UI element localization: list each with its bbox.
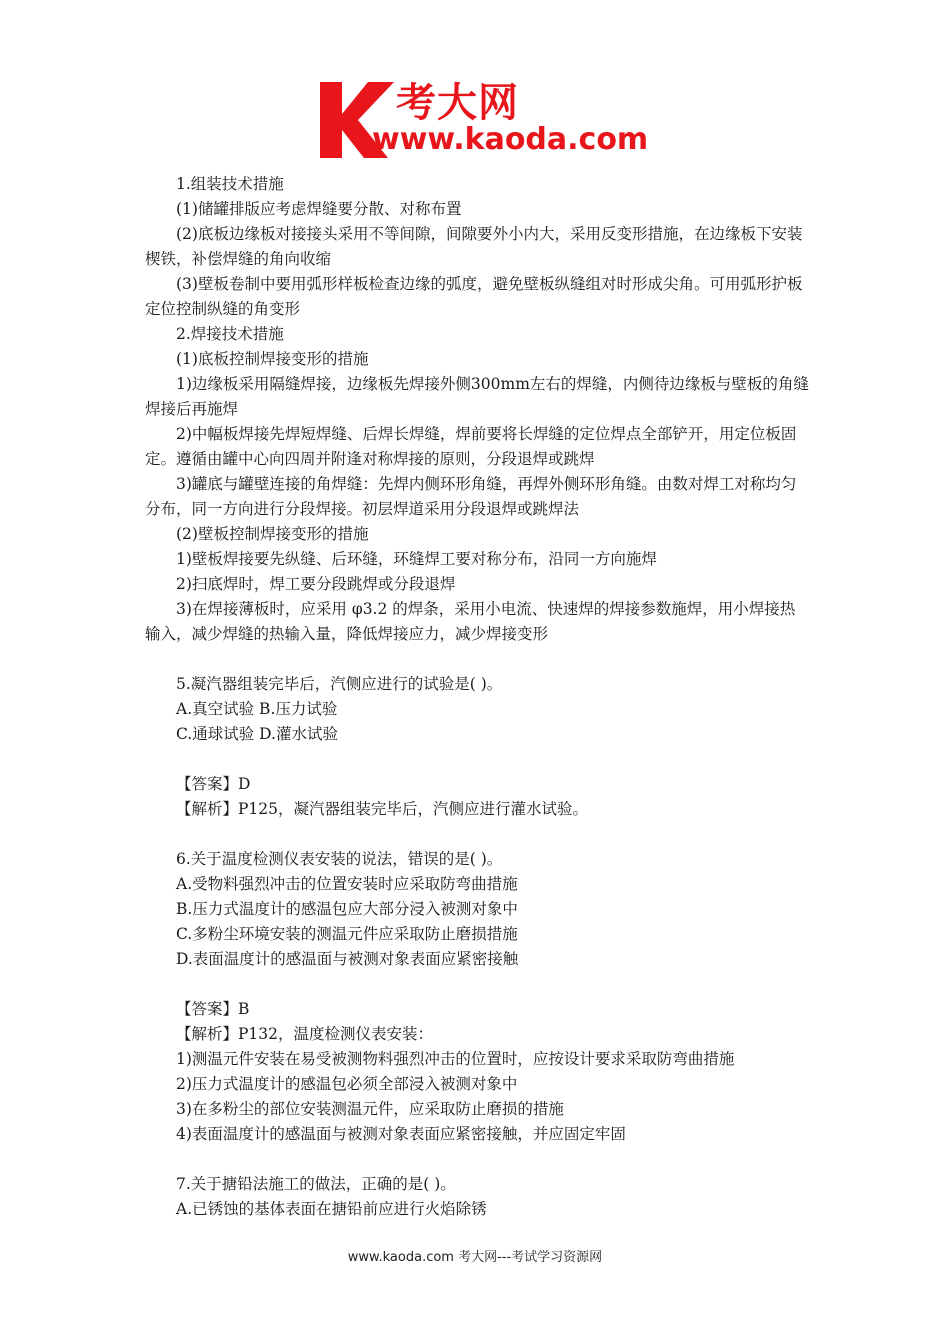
text-line: (2)壁板控制焊接变形的措施 <box>176 525 369 543</box>
text-line: 【答案】D <box>176 775 251 793</box>
text-line: B.压力式温度计的感温包应大部分浸入被测对象中 <box>176 900 518 918</box>
text-line: 【答案】B <box>176 1000 250 1018</box>
text-line: 2)压力式温度计的感温包必须全部浸入被测对象中 <box>176 1075 518 1093</box>
page-footer: www.kaoda.com 考大网---考试学习资源网 <box>347 1250 603 1265</box>
text-line: 【解析】P125，凝汽器组装完毕后，汽侧应进行灌水试验。 <box>176 800 589 818</box>
text-line: 3)在焊接薄板时，应采用 φ3.2 的焊条，采用小电流、快速焊的焊接参数施焊，用小焊接热输入，减少焊缝的热输入量，降低焊接应力，减少焊接变形 <box>145 600 796 643</box>
text-line: C.通球试验 D.灌水试验 <box>176 725 338 743</box>
text-line: 5.凝汽器组装完毕后，汽侧应进行的试验是( )。 <box>176 675 503 693</box>
text-line: 1)壁板焊接要先纵缝、后环缝，环缝焊工要对称分布，沿同一方向施焊 <box>176 550 657 568</box>
logo-url: www.kaoda.com <box>372 122 649 157</box>
paragraph-gap <box>145 747 810 772</box>
text-line: 6.关于温度检测仪表安装的说法，错误的是( )。 <box>176 850 503 868</box>
text-line: 2)中幅板焊接先焊短焊缝、后焊长焊缝，焊前要将长焊缝的定位焊点全部铲开，用定位板固定。遵循由罐中心向四周并附逢对称焊接的原则，分段退焊或跳焊 <box>145 425 797 468</box>
text-line: (3)壁板卷制中要用弧形样板检查边缘的弧度，避免壁板纵缝组对时形成尖角。可用弧形护板定位控制纵缝的角变形 <box>145 275 803 318</box>
text-line: A.已锈蚀的基体表面在搪铅前应进行火焰除锈 <box>176 1200 487 1218</box>
text-line: A.受物料强烈冲击的位置安装时应采取防弯曲措施 <box>176 875 518 893</box>
paragraph-gap <box>145 822 810 847</box>
text-line: (1)储罐排版应考虑焊缝要分散、对称布置 <box>176 200 462 218</box>
text-line: 1)边缘板采用隔缝焊接，边缘板先焊接外侧300mm左右的焊缝，内侧待边缘板与壁板的角缝焊接后再施焊 <box>145 375 809 418</box>
text-line: 【解析】P132，温度检测仪表安装： <box>176 1025 434 1043</box>
logo-name: 考大网 <box>396 80 519 126</box>
paragraph-gap <box>145 972 810 997</box>
text-line: 3)罐底与罐壁连接的角焊缝：先焊内侧环形角缝，再焊外侧环形角缝。由数对焊工对称均匀分布，同一方向进行分段焊接。初层焊道采用分段退焊或跳焊法 <box>145 475 797 518</box>
text-line: (2)底板边缘板对接接头采用不等间隙，间隙要外小内大，采用反变形措施，在边缘板下安装楔铁，补偿焊缝的角向收缩 <box>145 225 803 268</box>
text-line: 1.组装技术措施 <box>176 175 284 193</box>
text-line: C.多粉尘环境安装的测温元件应采取防止磨损措施 <box>176 925 518 943</box>
document-body <box>145 172 810 1222</box>
text-line: 4)表面温度计的感温面与被测对象表面应紧密接触，并应固定牢固 <box>176 1125 626 1143</box>
text-line: (1)底板控制焊接变形的措施 <box>176 350 369 368</box>
text-line: 1)测温元件安装在易受被测物料强烈冲击的位置时，应按设计要求采取防弯曲措施 <box>176 1050 735 1068</box>
text-line: 2.焊接技术措施 <box>176 325 284 343</box>
text-line: 2)扫底焊时，焊工要分段跳焊或分段退焊 <box>176 575 456 593</box>
paragraph-gap <box>145 647 810 672</box>
text-line: 3)在多粉尘的部位安装测温元件，应采取防止磨损的措施 <box>176 1100 564 1118</box>
text-line: D.表面温度计的感温面与被测对象表面应紧密接触 <box>176 950 519 968</box>
text-line: 7.关于搪铅法施工的做法，正确的是( )。 <box>176 1175 456 1193</box>
text-line: A.真空试验 B.压力试验 <box>176 700 338 718</box>
kaoda-logo <box>318 78 648 160</box>
paragraph-gap <box>145 1147 810 1172</box>
